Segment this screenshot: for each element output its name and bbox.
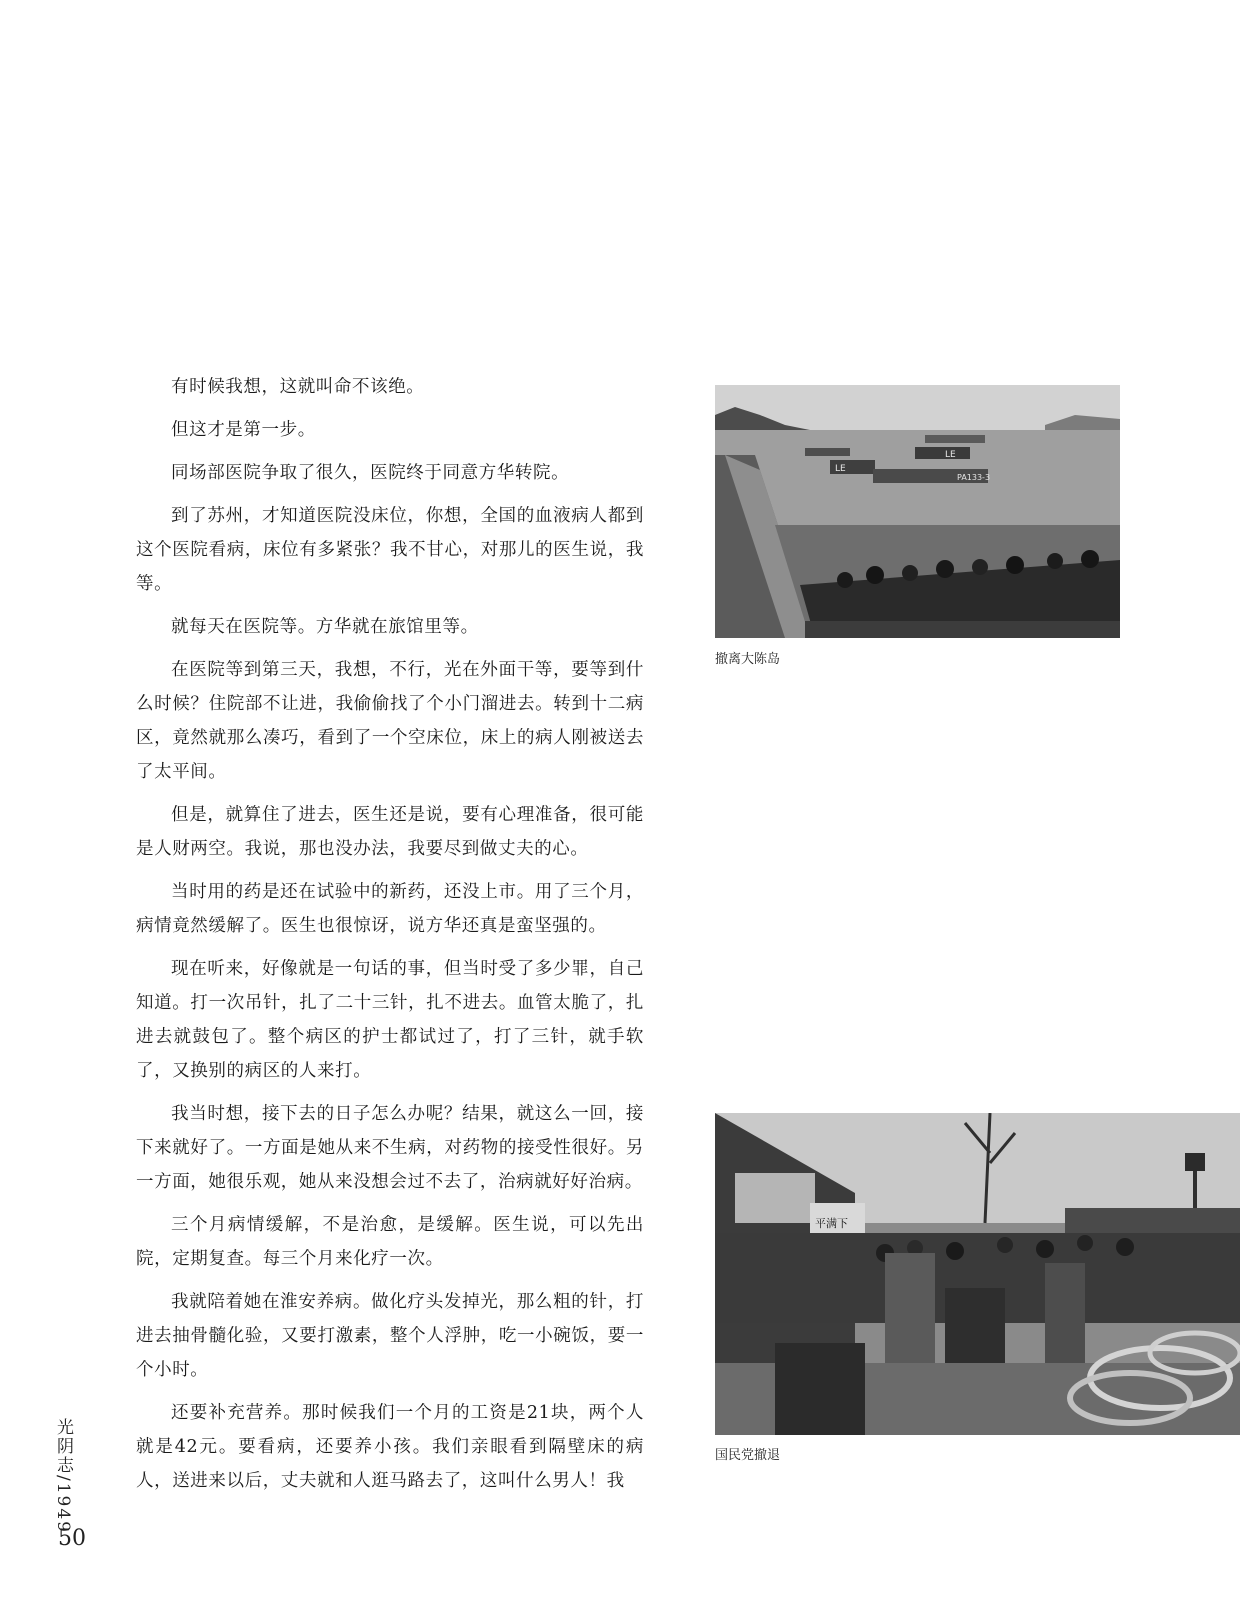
paragraph: 到了苏州，才知道医院没床位，你想，全国的血液病人都到这个医院看病，床位有多紧张？我不甘心，对那儿的医生说，我等。 <box>136 506 644 594</box>
paragraph: 当时用的药是还在试验中的新药，还没上市。用了三个月，病情竟然缓解了。医生也很惊讶，说方华还真是蛮坚强的。 <box>136 882 644 936</box>
paragraph: 我就陪着她在淮安养病。做化疗头发掉光，那么粗的针，打进去抽骨髓化验，又要打激素，整个人浮肿，吃一小碗饭，要一个小时。 <box>136 1292 644 1380</box>
boat-mark: LE <box>835 464 846 474</box>
photo-dachen-evacuation <box>715 385 1120 638</box>
photo-sign-text: 平满下 <box>815 1217 848 1230</box>
running-title: 光阴志/1949 <box>53 1418 73 1534</box>
crowd-photo-illustration <box>715 1113 1240 1435</box>
boats-photo-illustration <box>715 385 1120 638</box>
photo-nationalist-retreat <box>715 1113 1240 1435</box>
paragraph: 但是，就算住了进去，医生还是说，要有心理准备，很可能是人财两空。我说，那也没办法，我要尽到做丈夫的心。 <box>136 805 644 859</box>
article-body <box>136 370 644 1507</box>
paragraph: 还要补充营养。那时候我们一个月的工资是21块，两个人就是42元。要看病，还要养小孩。我们亲眼看到隔壁床的病人，送进来以后，丈夫就和人逛马路去了，这叫什么男人！我 <box>136 1403 644 1491</box>
paragraph: 同场部医院争取了很久，医院终于同意方华转院。 <box>171 463 570 483</box>
paragraph: 我当时想，接下去的日子怎么办呢？结果，就这么一回，接下来就好了。一方面是她从来不生病，对药物的接受性很好。另一方面，她很乐观，她从来没想会过不去了，治病就好好治病。 <box>136 1104 644 1192</box>
boat-mark: LE <box>945 450 956 460</box>
paragraph: 但这才是第一步。 <box>171 420 316 440</box>
page-number: 50 <box>58 1526 86 1551</box>
photo-caption: 国民党撤退 <box>715 1448 781 1463</box>
boat-mark: PA133-3 <box>957 473 991 482</box>
paragraph: 就每天在医院等。方华就在旅馆里等。 <box>171 617 479 637</box>
paragraph: 现在听来，好像就是一句话的事，但当时受了多少罪，自己知道。打一次吊针，扎了二十三针，扎不进去。血管太脆了，扎进去就鼓包了。整个病区的护士都试过了，打了三针，就手软了，又换别的病区的人来打。 <box>136 959 644 1081</box>
paragraph: 三个月病情缓解，不是治愈，是缓解。医生说，可以先出院，定期复查。每三个月来化疗一次。 <box>136 1215 644 1269</box>
paragraph: 在医院等到第三天，我想，不行，光在外面干等，要等到什么时候？住院部不让进，我偷偷找了个小门溜进去。转到十二病区，竟然就那么凑巧，看到了一个空床位，床上的病人刚被送去了太平间。 <box>136 660 644 782</box>
photo-caption: 撤离大陈岛 <box>715 652 781 667</box>
paragraph: 有时候我想，这就叫命不该绝。 <box>171 377 425 397</box>
